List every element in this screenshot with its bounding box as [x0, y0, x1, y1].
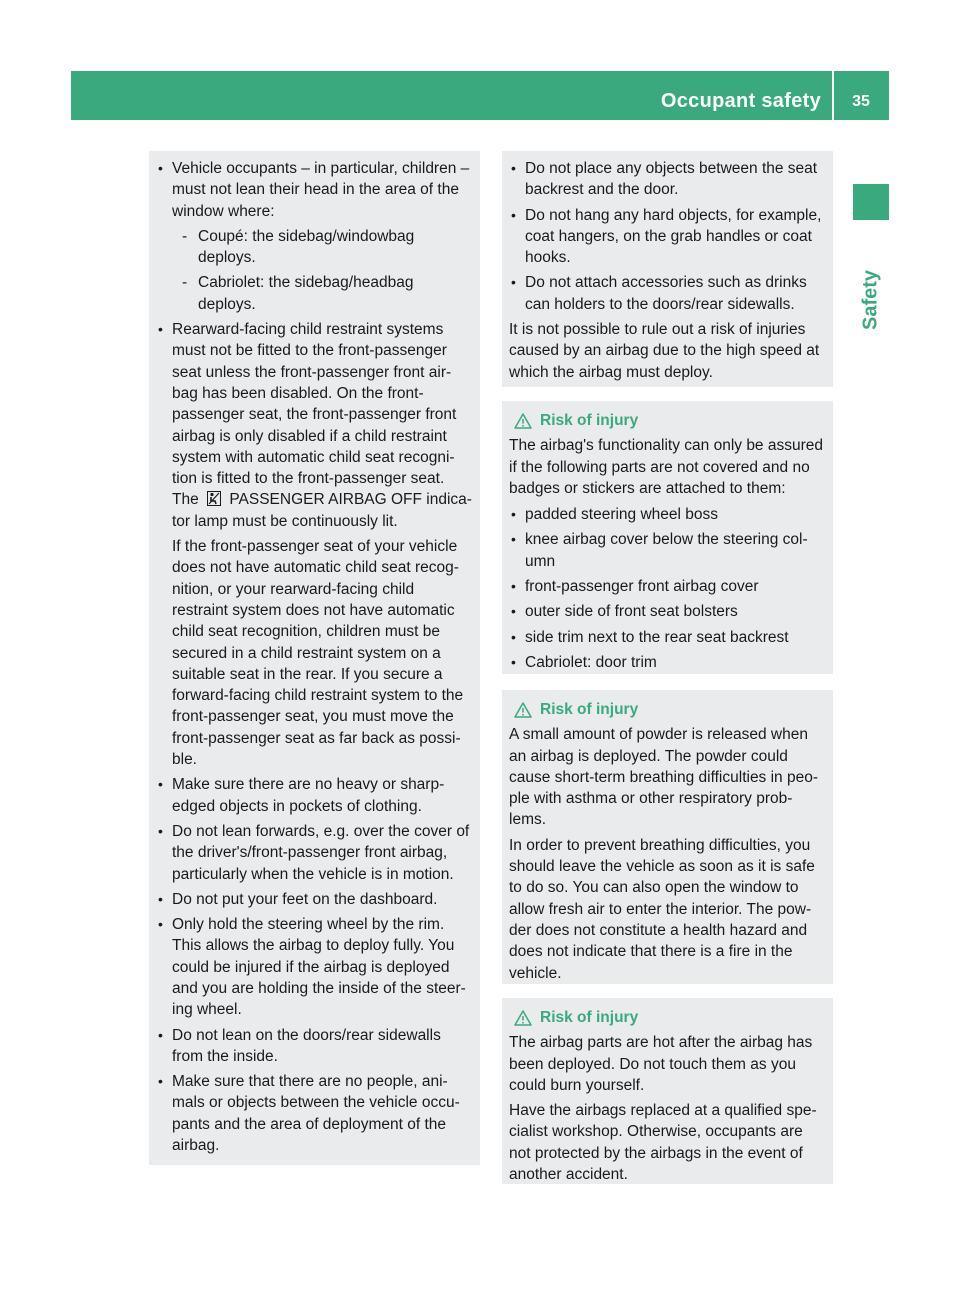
paragraph: It is not possible to rule out a risk of injuries caused by an airbag due to the high speed at which the airbag must deploy. [509, 321, 820, 381]
warning-title: Risk of injury [540, 412, 639, 429]
header-bar [71, 71, 889, 120]
paragraph: Have the airbags replaced at a qualified spe-cialist workshop. Otherwise, occupants are not protected by the airbags in the event of another accident. [509, 1102, 817, 1184]
warning-box [502, 401, 833, 674]
paragraph: The airbag parts are hot after the airbag has been deployed. Do not touch them as you could burn yourself. [509, 1034, 813, 1094]
left-column-panel [149, 151, 480, 1165]
list-item [156, 158, 473, 315]
list-item: • front-passenger front airbag cover [509, 576, 827, 597]
paragraph: In order to prevent breathing difficulties, you should leave the vehicle as soon as it is safe to do so. You can also open the window to allow fresh air to enter the interior. The pow-der does not constitute a health hazard and does not indicate that there is a fire in the vehicle. [509, 836, 815, 982]
warning-title: Risk of injury [540, 701, 639, 718]
warning-triangle-icon [514, 413, 532, 429]
warning-heading [514, 699, 827, 720]
list-item: • knee airbag cover below the steering col-umn [509, 529, 827, 572]
warning-box [502, 690, 833, 984]
list-item: • Cabriolet: door trim [509, 652, 827, 673]
warning-heading [514, 410, 827, 431]
list-item: • Do not hang any hard objects, for example, coat hangers, on the grab handles or coat hooks. [509, 205, 827, 269]
list-item: • side trim next to the rear seat backrest [509, 627, 827, 648]
warning-title: Risk of injury [540, 1009, 639, 1026]
page-title: Occupant safety [660, 90, 821, 112]
paragraph: A small amount of powder is released when an airbag is deployed. The powder could cause short-term breathing difficulties in peo-ple with asthma or other respiratory prob-lems. [509, 726, 819, 829]
bullet-text: Rearward-facing child restraint systems must not be fitted to the front-passenger seat unless the front-passenger front air-bag has been disabled. On the front-passenger seat, the front-passenger front airbag is only disabled if a child restraint system with automatic child seat recogni-tion is fitted to the front-passenger seat. The [172, 321, 457, 509]
section-tab-marker [853, 184, 889, 220]
header-divider [832, 71, 834, 120]
list-item: • Make sure that there are no people, ani-mals or objects between the vehicle occu-pants and the area of deployment of the airbag. [156, 1071, 473, 1156]
right-top-panel [502, 151, 833, 387]
sub-list-item: - Coupé: the sidebag/windowbag deploys. [172, 226, 473, 269]
sub-list [172, 226, 473, 315]
paragraph: The airbag's functionality can only be assured if the following parts are not covered and no badges or stickers are attached to them: [509, 437, 824, 497]
section-tab-label: Safety [859, 269, 882, 331]
list-item: • outer side of front seat bolsters [509, 601, 827, 622]
left-bullet-list [156, 158, 473, 1156]
list-item: • padded steering wheel boss [509, 504, 827, 525]
list-item: • Only hold the steering wheel by the rim. This allows the airbag to deploy fully. You could be injured if the airbag is deployed and you are holding the inside of the steer-ing wheel. [156, 914, 473, 1020]
warning-heading [514, 1007, 827, 1028]
page-number: 35 [852, 93, 870, 110]
warning-bullet-list [509, 504, 827, 673]
warning-triangle-icon [514, 702, 532, 718]
paragraph: If the front-passenger seat of your vehicle does not have automatic child seat recog-nition, or your rearward-facing child restraint system does not have automatic child seat recognition, children must be secured in a child restraint system on a suitable seat in the rear. If you secure a forward-facing child restraint system to the front-passenger seat, you must move the front-passenger seat as far back as possi-ble. [172, 538, 464, 769]
list-item: • Do not place any objects between the seat backrest and the door. [509, 158, 827, 201]
list-item: • Do not attach accessories such as drinks can holders to the doors/rear sidewalls. [509, 272, 827, 315]
list-item: • Do not put your feet on the dashboard. [156, 889, 473, 910]
list-item: • Do not lean forwards, e.g. over the cover of the driver's/front-passenger front airbag, particularly when the vehicle is in motion. [156, 821, 473, 885]
list-item: • Make sure there are no heavy or sharp-edged objects in pockets of clothing. [156, 774, 473, 817]
warning-box [502, 998, 833, 1184]
bullet-text: PASSENGER AIRBAG OFF indica-tor lamp must be continuously lit. [172, 491, 472, 530]
list-item: • Do not lean on the doors/rear sidewalls from the inside. [156, 1025, 473, 1068]
warning-triangle-icon [514, 1010, 532, 1026]
right-bullet-list [509, 158, 827, 315]
list-item [156, 319, 473, 770]
bullet-text: Vehicle occupants – in particular, children – must not lean their head in the area of the window where: [172, 160, 470, 220]
passenger-airbag-off-icon [207, 491, 221, 506]
sub-list-item: - Cabriolet: the sidebag/headbag deploys. [172, 272, 473, 315]
